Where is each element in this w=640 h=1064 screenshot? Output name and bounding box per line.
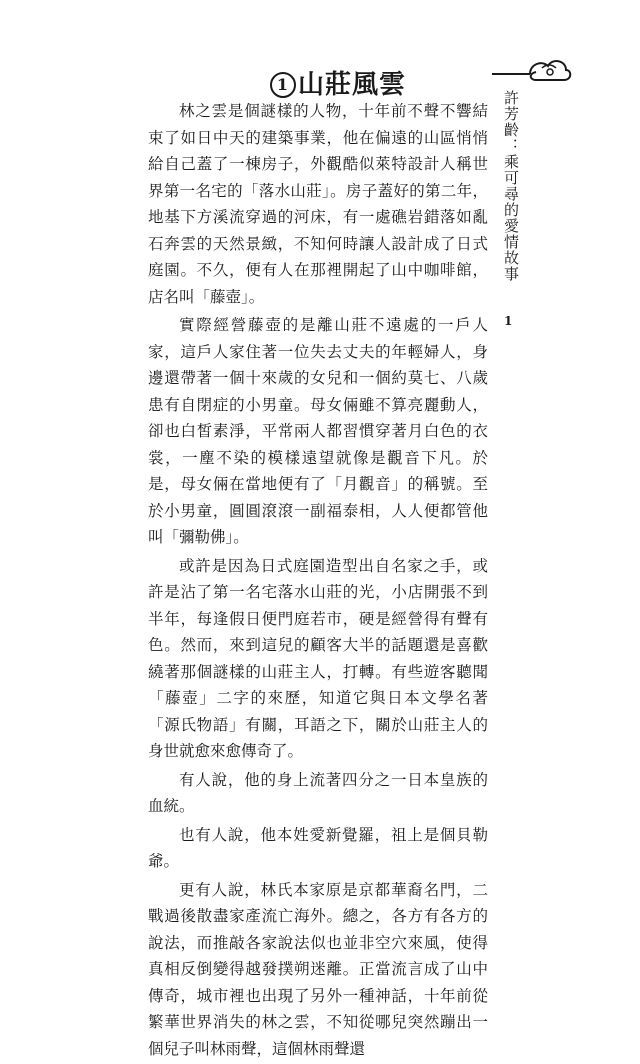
paragraph: 有人說，他的身上流著四分之一日本皇族的血統。 — [148, 770, 488, 815]
chapter-number: 1 — [270, 72, 296, 98]
body-text — [148, 98, 488, 1064]
chapter-title — [270, 64, 406, 101]
paragraph: 林之雲是個謎樣的人物，十年前不聲不響結束了如日中天的建築事業，他在偏遠的山區悄悄給自己蓋了一棟房子，外觀酷似萊特設計人稱世界第一名宅的「落水山莊」。房子蓋好的第二年，地基下方溪流穿過的河床，有一處礁岩錯落如亂石奔雲的天然景緻，不知何時讓人設計成了日式庭園。不久，便有人在那裡開起了山中咖啡館，店名叫「藤壺」。 — [148, 102, 488, 306]
page-number: 1 — [504, 314, 513, 328]
paragraph: 也有人說，他本姓愛新覺羅，祖上是個貝勒爺。 — [148, 825, 488, 870]
running-head: 許芳齡：乘可尋的愛情故事 — [502, 90, 520, 282]
paragraph: 或許是因為日式庭園造型出自名家之手，或許是沾了第一名宅落水山莊的光，小店開張不到半年，每逢假日便門庭若市，硬是經營得有聲有色。然而，來到這兒的顧客大半的話題還是喜歡繞著那個謎樣的山莊主人，打轉。有些遊客聽聞「藤壺」二字的來歷，知道它與日本文學名著「源氏物語」有關，耳語之下，關於山莊主人的身世就愈來愈傳奇了。 — [148, 556, 488, 760]
paragraph: 更有人說，林氏本家原是京都華裔名門，二戰過後散盡家產流亡海外。總之，各方有各方的說法，而推敲各家說法似也並非空穴來風，使得真相反倒變得越發撲朔迷離。正當流言成了山中傳奇，城市裡也出現了另外一種神話，十年前從繁華世界消失的林之雲，不知從哪兒突然蹦出一個兒子叫林雨聲，這個林雨聲還 — [148, 880, 488, 1058]
paragraph: 實際經營藤壺的是離山莊不遠處的一戶人家，這戶人家住著一位失去丈夫的年輕婦人，身邊還帶著一個十來歲的女兒和一個約莫七、八歲患有自閉症的小男童。母女倆雖不算亮麗動人，卻也白皙素淨，平常兩人都習慣穿著月白色的衣裳，一塵不染的模樣遠望就像是觀音下凡。於是，母女倆在當地便有了「月觀音」的稱號。至於小男童，圓圓滾滾一副福泰相，人人便都管他叫「彌勒佛」。 — [148, 316, 488, 546]
chapter-title-text: 山莊風雲 — [298, 70, 407, 100]
cloud-ornament-icon — [490, 52, 574, 86]
